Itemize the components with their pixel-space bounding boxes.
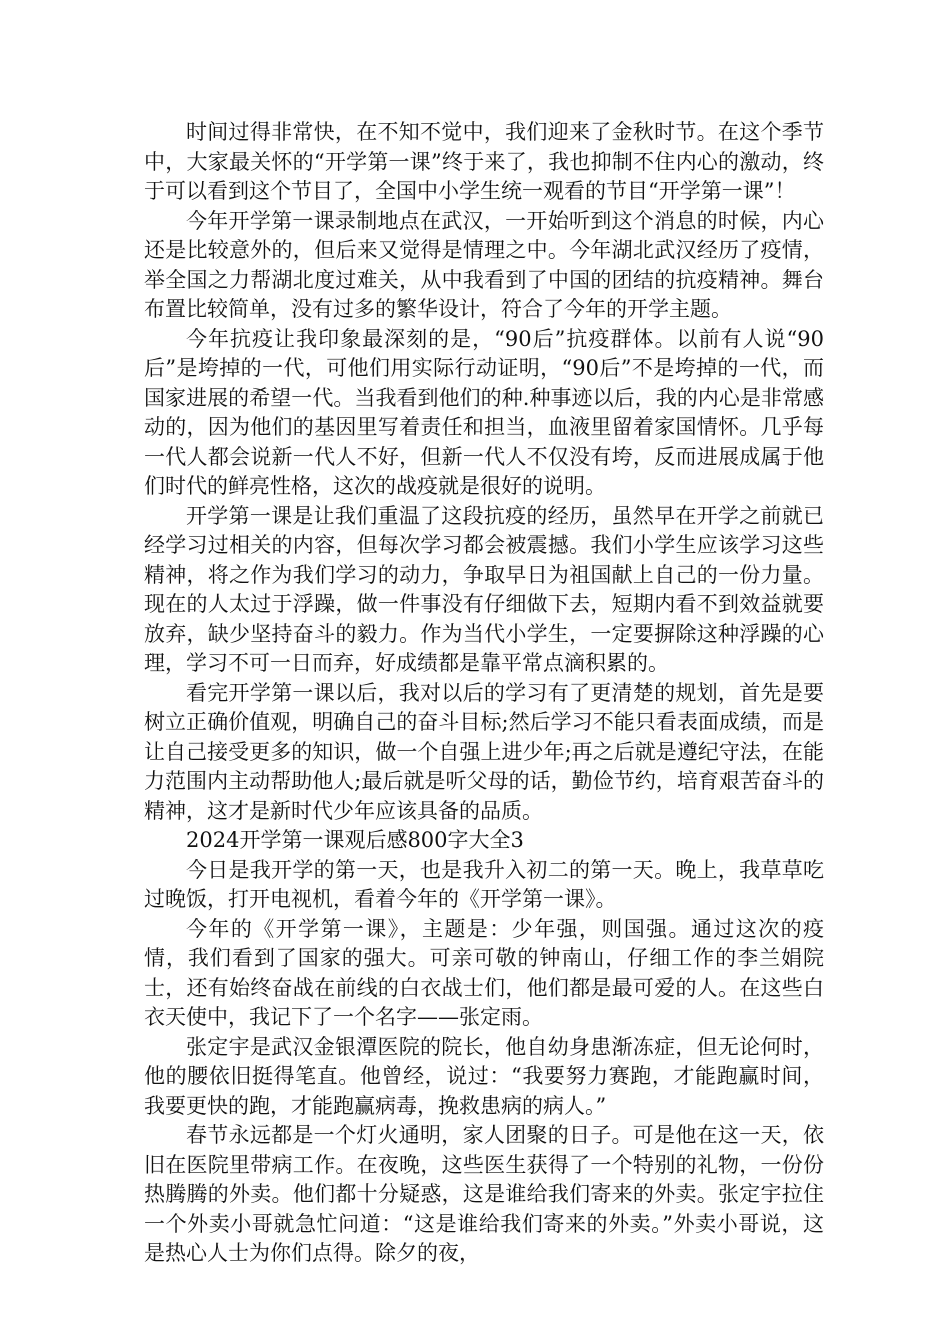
paragraph: 时间过得非常快，在不知不觉中，我们迎来了金秋时节。在这个季节中，大家最关怀的“开学第一课”终于来了，我也抑制不住内心的激动，终于可以看到这个节目了，全国中小学生统一观看的节目“开学第一课”！ xyxy=(144,120,824,203)
document-body xyxy=(144,118,824,1269)
paragraph: 张定宇是武汉金银潭医院的院长，他自幼身患渐冻症，但无论何时，他的腰依旧挺得笔直。他曾经，说过：“我要努力赛跑，才能跑赢时间，我要更快的跑，才能跑赢病毒，挽救患病的病人。” xyxy=(144,1034,824,1118)
paragraph: 春节永远都是一个灯火通明，家人团聚的日子。可是他在这一天，依旧在医院里带病工作。在夜晚，这些医生获得了一个特别的礼物，一份份热腾腾的外卖。他们都十分疑惑，这是谁给我们寄来的外卖。张定宇拉住一个外卖小哥就急忙问道：“这是谁给我们寄来的外卖。”外卖小哥说，这是热心人士为你们点得。除夕的夜， xyxy=(144,1123,824,1265)
paragraph: 今年的《开学第一课》，主题是：少年强，则国强。通过这次的疫情，我们看到了国家的强大。可亲可敬的钟南山，仔细工作的李兰娟院士，还有始终奋战在前线的白衣战士们，他们都是最可爱的人。在这些白衣天使中，我记下了一个名字——张定雨。 xyxy=(144,916,824,1029)
paragraph: 看完开学第一课以后，我对以后的学习有了更清楚的规划，首先是要树立正确价值观，明确自己的奋斗目标;然后学习不能只看表面成绩，而是让自己接受更多的知识，做一个自强上进少年;再之后就是遵纪守法，在能力范围内主动帮助他人;最后就是听父母的话，勤俭节约，培育艰苦奋斗的精神，这才是新时代少年应该具备的品质。 xyxy=(144,680,824,823)
paragraph: 开学第一课是让我们重温了这段抗疫的经历，虽然早在开学之前就已经学习过相关的内容，但每次学习都会被震撼。我们小学生应该学习这些精神，将之作为我们学习的动力，争取早日为祖国献上自己的一份力量。现在的人太过于浮躁，做一件事没有仔细做下去，短期内看不到效益就要放弃，缺少坚持奋斗的毅力。作为当代小学生，一定要摒除这种浮躁的心理，学习不可一日而弃，好成绩都是靠平常点滴积累的。 xyxy=(144,503,824,675)
section-heading: 2024开学第一课观后感800字大全3 xyxy=(186,828,524,852)
paragraph: 今年开学第一课录制地点在武汉，一开始听到这个消息的时候，内心还是比较意外的，但后来又觉得是情理之中。今年湖北武汉经历了疫情，举全国之力帮湖北度过难关，从中我看到了中国的团结的抗疫精神。舞台布置比较简单，没有过多的繁华设计，符合了今年的开学主题。 xyxy=(144,208,824,321)
paragraph: 今日是我开学的第一天，也是我升入初二的第一天。晚上，我草草吃过晚饭，打开电视机，看着今年的《开学第一课》。 xyxy=(144,857,824,911)
paragraph: 今年抗疫让我印象最深刻的是，“90后”抗疫群体。以前有人说“90后”是垮掉的一代，可他们用实际行动证明，“90后”不是垮掉的一代，而国家进展的希望一代。当我看到他们的种.种事迹以后，我的内心是非常感动的，因为他们的基因里写着责任和担当，血液里留着家国情怀。几乎每一代人都会说新一代人不好，但新一代人不仅没有垮，反而进展成属于他们时代的鲜亮性格，这次的战疫就是很好的说明。 xyxy=(144,326,824,498)
